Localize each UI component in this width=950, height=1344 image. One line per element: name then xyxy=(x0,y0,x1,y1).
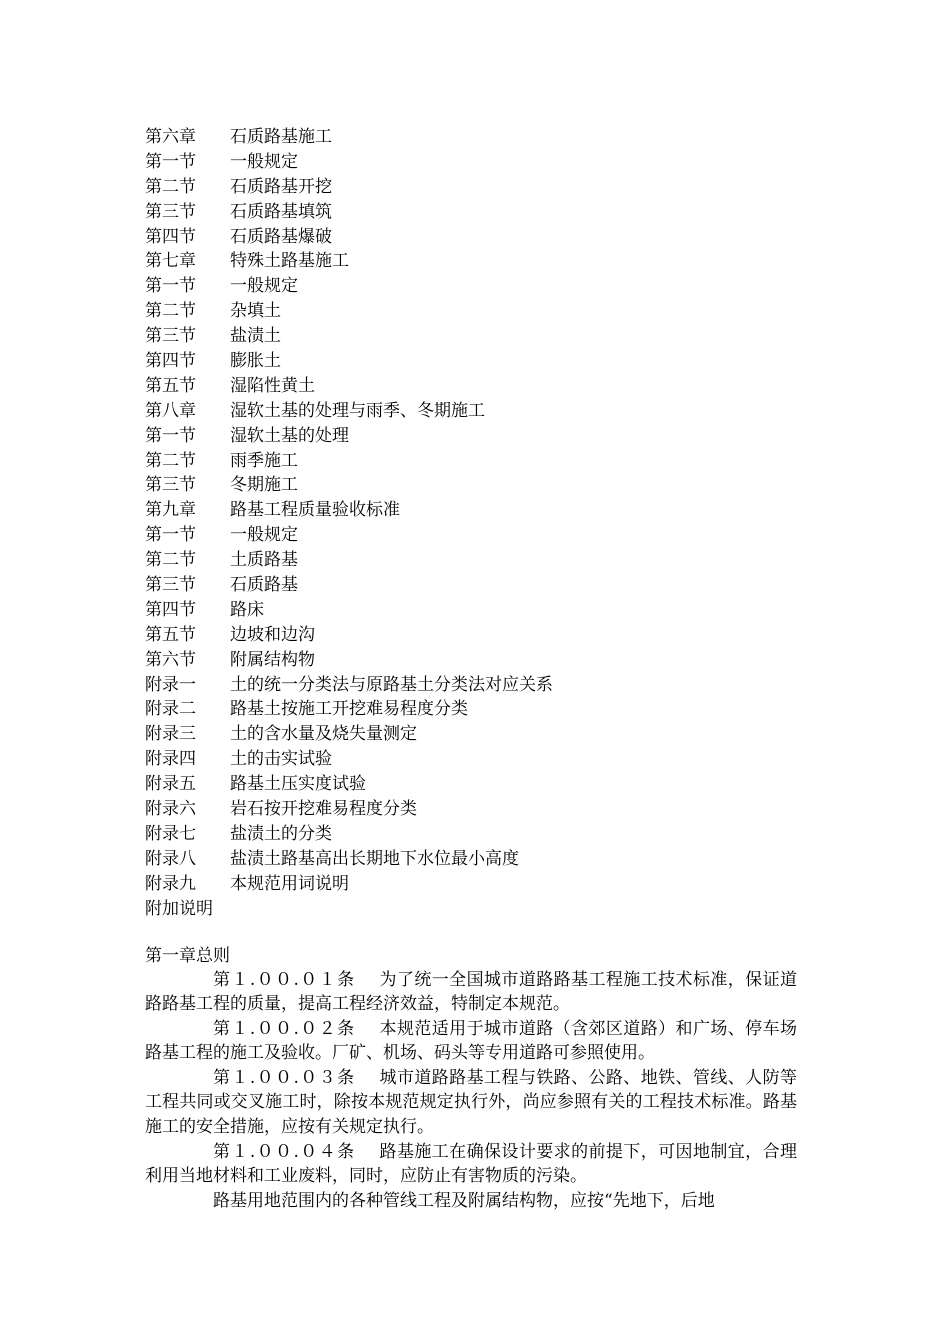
toc-entry xyxy=(145,498,805,523)
toc-number: 第四节 xyxy=(145,599,196,620)
article-number: 第１.００.０２条 xyxy=(213,1018,356,1039)
toc-entry xyxy=(145,225,805,250)
toc-number: 第五节 xyxy=(145,375,196,396)
toc-number: 第一节 xyxy=(145,525,196,546)
toc-entry xyxy=(145,424,805,449)
toc-entry xyxy=(145,598,805,623)
toc-title: 岩石按开挖难易程度分类 xyxy=(230,799,417,820)
article-text: 城市道路路基工程与铁路、公路、地铁、管线、人防等工程共同或交叉施工时，除按本规范规定执行外，尚应参照有关的工程技术标准。路基施工的安全措施，应按有关规定执行。 xyxy=(145,1067,798,1138)
toc-number: 附录六 xyxy=(145,799,196,820)
toc-title: 盐渍土 xyxy=(230,326,281,347)
document-page xyxy=(145,125,805,1213)
toc-title: 湿陷性黄土 xyxy=(230,375,315,396)
toc-number: 第一节 xyxy=(145,151,196,172)
table-of-contents xyxy=(145,125,805,897)
toc-number: 附录五 xyxy=(145,774,196,795)
toc-number: 第四节 xyxy=(145,226,196,247)
toc-number: 附录三 xyxy=(145,724,196,745)
toc-entry xyxy=(145,523,805,548)
toc-title: 一般规定 xyxy=(230,276,298,297)
toc-number: 第六节 xyxy=(145,649,196,670)
toc-title: 土的统一分类法与原路基土分类法对应关系 xyxy=(230,674,553,695)
toc-number: 附录四 xyxy=(145,749,196,770)
toc-entry xyxy=(145,697,805,722)
article-text: 路基施工在确保设计要求的前提下，可因地制宜，合理利用当地材料和工业废料，同时，应防止有害物质的污染。 xyxy=(145,1141,798,1187)
article-text: 本规范适用于城市道路（含郊区道路）和广场、停车场路基工程的施工及验收。厂矿、机场、码头等专用道路可参照使用。 xyxy=(145,1018,798,1064)
toc-entry xyxy=(145,274,805,299)
toc-number: 第三节 xyxy=(145,575,196,596)
toc-number: 第二节 xyxy=(145,550,196,571)
toc-number: 第三节 xyxy=(145,475,196,496)
toc-entry xyxy=(145,623,805,648)
toc-entry xyxy=(145,573,805,598)
toc-number: 附录八 xyxy=(145,848,196,869)
toc-number: 第六章 xyxy=(145,127,196,147)
article-paragraph xyxy=(145,1017,797,1066)
toc-number: 第五节 xyxy=(145,624,196,645)
toc-entry xyxy=(145,673,805,698)
toc-entry xyxy=(145,648,805,673)
article-paragraph xyxy=(145,1140,797,1189)
toc-title: 杂填土 xyxy=(230,301,281,322)
article-number: 第１.００.０１条 xyxy=(213,969,356,990)
toc-number: 第二节 xyxy=(145,301,196,322)
toc-title: 雨季施工 xyxy=(230,450,298,471)
toc-entry xyxy=(145,722,805,747)
toc-entry xyxy=(145,125,805,150)
toc-entry xyxy=(145,747,805,772)
toc-number: 第一节 xyxy=(145,425,196,446)
chapter-title: 第一章总则 xyxy=(145,945,230,966)
toc-entry xyxy=(145,349,805,374)
toc-title: 冬期施工 xyxy=(230,475,298,496)
toc-entry xyxy=(145,200,805,225)
toc-number: 第二节 xyxy=(145,176,196,197)
toc-number: 附录二 xyxy=(145,699,196,720)
toc-number: 附录九 xyxy=(145,873,196,894)
toc-title: 边坡和边沟 xyxy=(230,624,315,645)
toc-entry xyxy=(145,548,805,573)
article-paragraph xyxy=(145,968,797,1017)
toc-title: 路基土压实度试验 xyxy=(230,774,366,795)
toc-number: 第一节 xyxy=(145,276,196,297)
toc-title: 石质路基开挖 xyxy=(230,176,332,197)
toc-number: 第四节 xyxy=(145,351,196,372)
toc-entry xyxy=(145,772,805,797)
toc-title: 附属结构物 xyxy=(230,649,315,670)
extra-note: 附加说明 xyxy=(145,898,213,919)
toc-entry xyxy=(145,249,805,274)
toc-number: 附录七 xyxy=(145,823,196,844)
toc-title: 盐渍土路基高出长期地下水位最小高度 xyxy=(230,848,519,869)
toc-entry xyxy=(145,822,805,847)
toc-entry xyxy=(145,150,805,175)
toc-number: 第七章 xyxy=(145,251,196,272)
toc-number: 第九章 xyxy=(145,500,196,521)
toc-title: 土的含水量及烧失量测定 xyxy=(230,724,417,745)
toc-title: 膨胀土 xyxy=(230,351,281,372)
toc-number: 第三节 xyxy=(145,201,196,222)
toc-entry xyxy=(145,872,805,897)
toc-title: 路基土按施工开挖难易程度分类 xyxy=(230,699,468,720)
toc-title: 一般规定 xyxy=(230,525,298,546)
toc-number: 第二节 xyxy=(145,450,196,471)
toc-title: 石质路基 xyxy=(230,575,298,596)
toc-title: 土质路基 xyxy=(230,550,298,571)
toc-title: 石质路基施工 xyxy=(230,127,332,147)
body-paragraph: 路基用地范围内的各种管线工程及附属结构物，应按“先地下，后地 xyxy=(213,1190,715,1211)
toc-entry xyxy=(145,175,805,200)
toc-entry xyxy=(145,374,805,399)
toc-title: 盐渍土的分类 xyxy=(230,823,332,844)
toc-title: 石质路基爆破 xyxy=(230,226,332,247)
toc-title: 一般规定 xyxy=(230,151,298,172)
toc-title: 路床 xyxy=(230,599,264,620)
toc-title: 本规范用词说明 xyxy=(230,873,349,894)
article-text: 为了统一全国城市道路路基工程施工技术标准，保证道路路基工程的质量，提高工程经济效益，特制定本规范。 xyxy=(145,969,798,1015)
toc-entry xyxy=(145,324,805,349)
toc-entry xyxy=(145,797,805,822)
toc-entry xyxy=(145,449,805,474)
article-number: 第１.００.０４条 xyxy=(213,1141,356,1162)
toc-entry xyxy=(145,847,805,872)
toc-entry xyxy=(145,399,805,424)
toc-entry xyxy=(145,299,805,324)
toc-number: 第八章 xyxy=(145,400,196,421)
toc-title: 湿软土基的处理与雨季、冬期施工 xyxy=(230,400,485,421)
toc-number: 第三节 xyxy=(145,326,196,347)
toc-title: 石质路基填筑 xyxy=(230,201,332,222)
toc-title: 湿软土基的处理 xyxy=(230,425,349,446)
article-paragraph xyxy=(145,1066,797,1140)
toc-title: 特殊土路基施工 xyxy=(230,251,349,272)
toc-number: 附录一 xyxy=(145,674,196,695)
article-number: 第１.００.０３条 xyxy=(213,1067,356,1088)
toc-entry xyxy=(145,473,805,498)
toc-title: 土的击实试验 xyxy=(230,749,332,770)
toc-title: 路基工程质量验收标准 xyxy=(230,500,400,521)
